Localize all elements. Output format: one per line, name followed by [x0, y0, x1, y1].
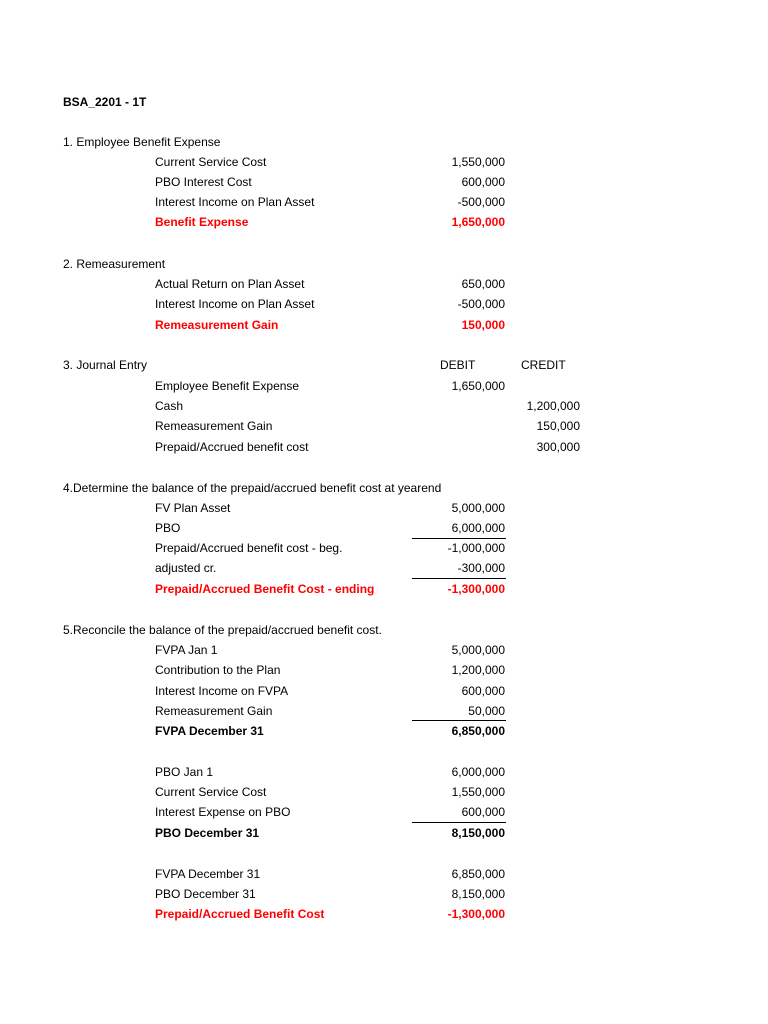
s1-row-label: Interest Income on Plan Asset	[155, 195, 315, 209]
remeasurement-gain-label: Remeasurement Gain	[155, 318, 279, 332]
s1-row-amount: -500,000	[457, 195, 505, 209]
journal-credit: 1,200,000	[526, 399, 580, 413]
s1-row-amount: 1,550,000	[451, 155, 505, 169]
journal-credit	[480, 376, 580, 396]
section-3-heading: 3. Journal Entry	[63, 358, 148, 372]
journal-debit: 1,650,000	[451, 379, 505, 393]
pbo-row-amount: 600,000	[461, 805, 505, 819]
s4-row-label: PBO	[155, 521, 181, 535]
s4-row-amount: 6,000,000	[451, 521, 505, 535]
pbo-row-label: Current Service Cost	[155, 785, 267, 799]
fvpa-row-label: FVPA Jan 1	[155, 643, 218, 657]
s4-row-label: adjusted cr.	[155, 561, 217, 575]
net-total-label: Prepaid/Accrued Benefit Cost	[155, 907, 325, 921]
section-2-heading: 2. Remeasurement	[63, 257, 166, 271]
journal-row-label: Remeasurement Gain	[155, 419, 273, 433]
journal-row-label: Cash	[155, 399, 184, 413]
net-row-label: PBO December 31	[155, 887, 256, 901]
journal-row-label: Prepaid/Accrued benefit cost	[155, 440, 309, 454]
pbo-row-label: PBO Jan 1	[155, 765, 214, 779]
fvpa-row-amount: 50,000	[468, 704, 505, 718]
fvpa-row-amount: 5,000,000	[451, 643, 505, 657]
s4-row-amount: -1,000,000	[447, 541, 505, 555]
net-row-amount: 6,850,000	[451, 867, 505, 881]
s2-row-amount: 650,000	[461, 277, 505, 291]
s2-row-amount: -500,000	[457, 297, 505, 311]
s4-row-label: FV Plan Asset	[155, 501, 231, 515]
s2-row-label: Actual Return on Plan Asset	[155, 277, 305, 291]
s1-row-label: PBO Interest Cost	[155, 175, 252, 189]
pbo-total-amount: 8,150,000	[451, 826, 505, 840]
fvpa-row-label: Contribution to the Plan	[155, 663, 281, 677]
net-row-label: FVPA December 31	[155, 867, 261, 881]
section-1-heading: 1. Employee Benefit Expense	[63, 135, 221, 149]
section-5-heading: 5.Reconcile the balance of the prepaid/accrued benefit cost.	[63, 623, 382, 637]
fvpa-total-label: FVPA December 31	[155, 724, 264, 738]
s1-row-label: Current Service Cost	[155, 155, 267, 169]
s2-row-label: Interest Income on Plan Asset	[155, 297, 315, 311]
benefit-expense-amount: 1,650,000	[451, 215, 505, 229]
journal-row-label: Employee Benefit Expense	[155, 379, 300, 393]
prepaid-ending-amount: -1,300,000	[447, 582, 505, 596]
pbo-row-amount: 1,550,000	[451, 785, 505, 799]
prepaid-ending-label: Prepaid/Accrued Benefit Cost - ending	[155, 582, 375, 596]
fvpa-row-amount: 1,200,000	[451, 663, 505, 677]
s4-row-amount: -300,000	[457, 561, 505, 575]
fvpa-row-label: Remeasurement Gain	[155, 704, 273, 718]
pbo-row-label: Interest Expense on PBO	[155, 805, 291, 819]
s4-row-amount: 5,000,000	[451, 501, 505, 515]
credit-header: CREDIT	[521, 358, 566, 372]
page-title: BSA_2201 - 1T	[63, 95, 147, 109]
net-total-amount: -1,300,000	[447, 907, 505, 921]
fvpa-total-amount: 6,850,000	[451, 724, 505, 738]
fvpa-row-label: Interest Income on FVPA	[155, 684, 289, 698]
pbo-row-amount: 6,000,000	[451, 765, 505, 779]
benefit-expense-label: Benefit Expense	[155, 215, 249, 229]
fvpa-row-amount: 600,000	[461, 684, 505, 698]
remeasurement-gain-amount: 150,000	[461, 318, 505, 332]
s4-row-label: Prepaid/Accrued benefit cost - beg.	[155, 541, 343, 555]
debit-header: DEBIT	[440, 358, 476, 372]
net-row-amount: 8,150,000	[451, 887, 505, 901]
s1-row-amount: 600,000	[461, 175, 505, 189]
journal-credit: 150,000	[536, 419, 580, 433]
section-4-heading: 4.Determine the balance of the prepaid/accrued benefit cost at yearend	[63, 481, 442, 495]
pbo-total-label: PBO December 31	[155, 826, 260, 840]
journal-credit: 300,000	[536, 440, 580, 454]
